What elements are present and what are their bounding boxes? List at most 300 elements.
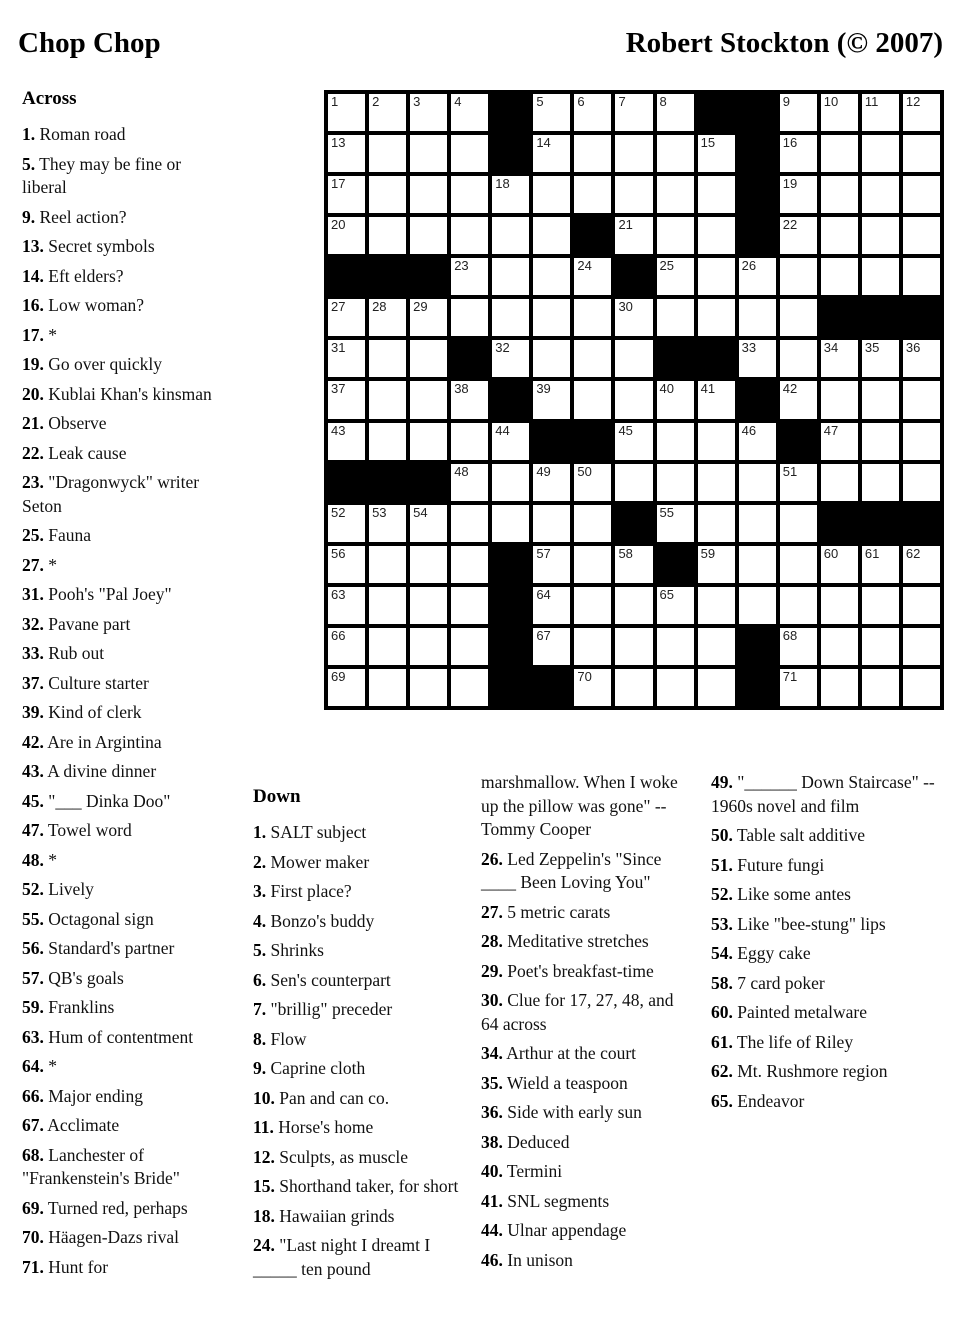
grid-cell[interactable] — [451, 299, 488, 336]
grid-cell[interactable] — [533, 176, 570, 213]
grid-cell[interactable] — [492, 299, 529, 336]
grid-cell[interactable] — [862, 381, 899, 418]
grid-cell[interactable] — [698, 628, 735, 665]
grid-cell[interactable] — [615, 94, 652, 131]
cell-number: 53 — [372, 504, 387, 520]
grid-cell[interactable] — [780, 464, 817, 501]
clue-item: 31. Pooh's "Pal Joey" — [22, 584, 172, 604]
grid-cell[interactable] — [615, 464, 652, 501]
clue-item: 40. Termini — [481, 1161, 563, 1181]
grid-cell[interactable] — [657, 587, 694, 624]
grid-cell[interactable] — [328, 546, 365, 583]
grid-cell[interactable] — [369, 94, 406, 131]
grid-cell[interactable] — [698, 299, 735, 336]
grid-cell[interactable] — [780, 340, 817, 377]
cell-number: 19 — [782, 176, 798, 192]
grid-cell[interactable] — [698, 381, 735, 418]
clue-item: 24. "Last night I dreamt I _____ ten pound — [253, 1235, 431, 1279]
grid-cell[interactable] — [328, 423, 365, 460]
cell-number: 62 — [905, 545, 921, 561]
clue-number: 60. — [711, 1002, 733, 1022]
cell-number: 61 — [864, 545, 880, 561]
clue-number: 27. — [22, 554, 44, 575]
clue-item: 38. Deduced — [481, 1131, 570, 1152]
clue-item: 65. Endeavor — [711, 1090, 805, 1111]
grid-cell[interactable] — [615, 423, 652, 460]
grid-cell[interactable] — [451, 381, 488, 418]
grid-cell[interactable] — [410, 94, 447, 131]
grid-cell[interactable] — [862, 423, 899, 460]
clue-item: 52. Like some antes — [711, 884, 851, 904]
grid-cell[interactable] — [574, 135, 611, 172]
grid-cell[interactable] — [574, 299, 611, 336]
grid-cell[interactable] — [574, 176, 611, 213]
grid-cell[interactable] — [780, 176, 817, 213]
grid-cell[interactable] — [410, 299, 447, 336]
cell-number: 43 — [331, 422, 346, 438]
down-header: Down — [253, 786, 301, 807]
grid-cell[interactable] — [410, 546, 447, 583]
grid-cell[interactable] — [328, 176, 365, 213]
grid-cell[interactable] — [657, 258, 694, 295]
clue-item: 33. Rub out — [22, 643, 105, 663]
clue-item: 45. "___ Dinka Doo" — [22, 790, 171, 811]
grid-cell[interactable] — [698, 505, 735, 542]
grid-cell[interactable] — [903, 587, 940, 624]
grid-cell[interactable] — [903, 669, 940, 706]
grid-cell[interactable] — [862, 546, 899, 583]
grid-cell[interactable] — [780, 135, 817, 172]
grid-cell[interactable] — [533, 587, 570, 624]
grid-cell[interactable] — [903, 135, 940, 172]
clue-number: 25. — [22, 525, 44, 545]
clue-item: 12. Sculpts, as muscle — [253, 1146, 409, 1167]
grid-cell[interactable] — [821, 381, 858, 418]
clue-item: 58. 7 card poker — [711, 972, 825, 993]
grid-cell[interactable] — [410, 669, 447, 706]
grid-cell[interactable] — [451, 135, 488, 172]
grid-cell[interactable] — [739, 505, 776, 542]
grid-cell[interactable] — [821, 176, 858, 213]
grid-cell[interactable] — [780, 628, 817, 665]
clue-item: 1. Roman road — [22, 124, 126, 144]
clue-number: 50. — [711, 825, 733, 845]
down-clues-list-2 — [481, 771, 695, 1272]
grid-cell[interactable] — [739, 546, 776, 583]
grid-cell[interactable] — [657, 217, 694, 254]
grid-cell[interactable] — [739, 340, 776, 377]
clue-number: 32. — [22, 613, 44, 634]
grid-cell[interactable] — [451, 628, 488, 665]
grid-cell[interactable] — [698, 546, 735, 583]
grid-cell[interactable] — [821, 340, 858, 377]
cell-number: 38 — [454, 381, 469, 397]
cell-number: 48 — [454, 463, 469, 479]
grid-cell[interactable] — [698, 587, 735, 624]
grid-cell[interactable] — [574, 546, 611, 583]
grid-cell[interactable] — [369, 381, 406, 418]
grid-cell[interactable] — [533, 505, 570, 542]
grid-cell[interactable] — [739, 587, 776, 624]
grid-cell[interactable] — [492, 176, 529, 213]
grid-cell[interactable] — [821, 669, 858, 706]
clue-item: 52. Lively — [22, 879, 94, 899]
grid-cell[interactable] — [574, 505, 611, 542]
grid-cell-black — [369, 464, 406, 501]
grid-cell[interactable] — [657, 381, 694, 418]
grid-cell[interactable] — [410, 587, 447, 624]
grid-cell-black — [574, 423, 611, 460]
grid-cell[interactable] — [780, 587, 817, 624]
grid-cell[interactable] — [492, 464, 529, 501]
grid-cell-black — [739, 628, 776, 665]
grid-cell[interactable] — [821, 628, 858, 665]
grid-cell[interactable] — [574, 381, 611, 418]
cell-number: 52 — [331, 504, 346, 520]
grid-cell[interactable] — [821, 546, 858, 583]
cell-number: 39 — [536, 381, 551, 397]
grid-cell[interactable] — [739, 299, 776, 336]
clue-item: 64. * — [22, 1056, 57, 1076]
clue-number: 58. — [711, 972, 733, 993]
clue-item: 42. Are in Argintina — [22, 731, 162, 752]
grid-cell[interactable] — [451, 423, 488, 460]
across-clues-column — [22, 88, 229, 1285]
grid-cell[interactable] — [410, 176, 447, 213]
clue-number: 69. — [22, 1197, 44, 1218]
clue-item: 71. Hunt for — [22, 1256, 109, 1277]
grid-cell[interactable] — [780, 381, 817, 418]
grid-cell[interactable] — [657, 94, 694, 131]
grid-cell[interactable] — [739, 258, 776, 295]
clue-number: 34. — [481, 1043, 503, 1063]
grid-cell-black — [739, 135, 776, 172]
clue-number: 14. — [22, 265, 44, 286]
clue-item: 46. In unison — [481, 1249, 573, 1270]
clue-item: 34. Arthur at the court — [481, 1043, 637, 1063]
grid-cell[interactable] — [369, 135, 406, 172]
grid-cell[interactable] — [821, 94, 858, 131]
grid-cell[interactable] — [780, 258, 817, 295]
clue-continuation: marshmallow. When I woke up the pillow was gone" -- Tommy Cooper — [481, 772, 678, 839]
grid-cell[interactable] — [698, 217, 735, 254]
grid-cell[interactable] — [492, 423, 529, 460]
clue-number: 46. — [481, 1249, 503, 1270]
grid-cell-black — [328, 258, 365, 295]
cell-number: 11 — [864, 94, 879, 109]
grid-cell[interactable] — [533, 94, 570, 131]
cell-number: 13 — [331, 135, 346, 151]
grid-cell[interactable] — [492, 217, 529, 254]
grid-cell[interactable] — [533, 628, 570, 665]
clue-number: 24. — [253, 1235, 275, 1255]
grid-cell[interactable] — [574, 94, 611, 131]
grid-cell[interactable] — [451, 669, 488, 706]
grid-cell-black — [615, 505, 652, 542]
grid-cell[interactable] — [451, 217, 488, 254]
grid-cell[interactable] — [903, 176, 940, 213]
clue-number: 19. — [22, 354, 44, 374]
grid-cell[interactable] — [451, 464, 488, 501]
grid-cell[interactable] — [410, 340, 447, 377]
grid-cell[interactable] — [903, 464, 940, 501]
grid-cell[interactable] — [821, 423, 858, 460]
clue-number: 21. — [22, 413, 44, 433]
cell-number: 21 — [618, 217, 633, 233]
grid-cell[interactable] — [410, 505, 447, 542]
grid-cell[interactable] — [698, 423, 735, 460]
clue-item: 41. SNL segments — [481, 1190, 610, 1211]
cell-number: 49 — [536, 463, 551, 479]
grid-cell[interactable] — [451, 94, 488, 131]
grid-cell[interactable] — [780, 299, 817, 336]
grid-cell[interactable] — [862, 176, 899, 213]
grid-cell[interactable] — [328, 340, 365, 377]
grid-cell[interactable] — [657, 176, 694, 213]
grid-cell[interactable] — [410, 423, 447, 460]
clue-item: 21. Observe — [22, 413, 107, 433]
grid-cell[interactable] — [903, 94, 940, 131]
clue-item: 14. Eft elders? — [22, 265, 124, 286]
clue-number: 5. — [253, 940, 267, 960]
grid-cell[interactable] — [615, 217, 652, 254]
clue-number: 40. — [481, 1161, 503, 1181]
grid-cell[interactable] — [328, 669, 365, 706]
grid-cell[interactable] — [780, 94, 817, 131]
grid-cell[interactable] — [369, 628, 406, 665]
clue-number: 36. — [481, 1102, 503, 1122]
grid-cell-black — [492, 546, 529, 583]
grid-cell[interactable] — [862, 464, 899, 501]
grid-cell[interactable] — [533, 217, 570, 254]
cell-number: 60 — [823, 545, 839, 561]
grid-cell[interactable] — [903, 381, 940, 418]
grid-cell-black — [492, 628, 529, 665]
grid-cell[interactable] — [657, 628, 694, 665]
grid-cell[interactable] — [903, 340, 940, 377]
clue-number: 65. — [711, 1090, 733, 1111]
grid-cell[interactable] — [862, 628, 899, 665]
grid-cell[interactable] — [328, 587, 365, 624]
grid-cell-black — [369, 258, 406, 295]
grid-cell[interactable] — [451, 176, 488, 213]
grid-cell[interactable] — [657, 669, 694, 706]
grid-cell[interactable] — [615, 176, 652, 213]
grid-cell[interactable] — [615, 587, 652, 624]
grid-cell[interactable] — [533, 135, 570, 172]
cell-number: 65 — [659, 586, 674, 602]
clue-number: 64. — [22, 1056, 44, 1076]
grid-cell-black — [410, 464, 447, 501]
clue-number: 7. — [253, 999, 267, 1019]
grid-cell[interactable] — [903, 628, 940, 665]
grid-cell-black — [533, 423, 570, 460]
grid-cell[interactable] — [615, 135, 652, 172]
grid-cell[interactable] — [328, 381, 365, 418]
grid-cell[interactable] — [698, 135, 735, 172]
grid-cell[interactable] — [533, 381, 570, 418]
grid-cell[interactable] — [369, 217, 406, 254]
clue-number: 13. — [22, 236, 44, 256]
grid-cell[interactable] — [574, 669, 611, 706]
grid-cell[interactable] — [739, 464, 776, 501]
grid-cell[interactable] — [369, 669, 406, 706]
grid-cell[interactable] — [615, 628, 652, 665]
clue-number: 11. — [253, 1117, 274, 1137]
grid-cell[interactable] — [451, 587, 488, 624]
grid-cell[interactable] — [410, 135, 447, 172]
grid-cell[interactable] — [328, 217, 365, 254]
clue-number: 51. — [711, 854, 733, 875]
clue-item: 25. Fauna — [22, 525, 92, 545]
clue-number: 18. — [253, 1205, 275, 1226]
grid-cell[interactable] — [328, 299, 365, 336]
grid-cell[interactable] — [821, 587, 858, 624]
grid-cell[interactable] — [533, 340, 570, 377]
grid-cell-black — [657, 546, 694, 583]
grid-cell[interactable] — [821, 217, 858, 254]
grid-cell[interactable] — [698, 669, 735, 706]
grid-cell[interactable] — [821, 135, 858, 172]
grid-cell-black — [739, 176, 776, 213]
down-clues-column-2 — [481, 771, 695, 1278]
grid-cell[interactable] — [615, 669, 652, 706]
grid-cell-black — [328, 464, 365, 501]
grid-cell[interactable] — [451, 505, 488, 542]
clue-number: 49. — [711, 772, 733, 792]
grid-cell[interactable] — [574, 340, 611, 377]
cell-number: 67 — [536, 627, 551, 643]
clue-number: 41. — [481, 1190, 503, 1211]
clue-item: 37. Culture starter — [22, 672, 149, 693]
grid-cell[interactable] — [862, 217, 899, 254]
grid-cell[interactable] — [451, 258, 488, 295]
grid-cell[interactable] — [862, 587, 899, 624]
grid-cell[interactable] — [657, 423, 694, 460]
grid-cell[interactable] — [615, 546, 652, 583]
grid-cell[interactable] — [903, 546, 940, 583]
grid-cell[interactable] — [492, 505, 529, 542]
grid-cell[interactable] — [574, 587, 611, 624]
clue-item: 47. Towel word — [22, 820, 132, 840]
grid-cell[interactable] — [862, 340, 899, 377]
grid-cell-black — [492, 381, 529, 418]
grid-cell[interactable] — [410, 217, 447, 254]
clue-item: 32. Pavane part — [22, 613, 131, 634]
grid-cell[interactable] — [780, 217, 817, 254]
clue-item: 9. Reel action? — [22, 206, 127, 227]
clue-item: 19. Go over quickly — [22, 354, 162, 374]
grid-cell[interactable] — [492, 340, 529, 377]
clue-item: 36. Side with early sun — [481, 1102, 642, 1122]
grid-cell[interactable] — [369, 546, 406, 583]
grid-cell[interactable] — [821, 258, 858, 295]
cell-number: 66 — [331, 627, 346, 643]
clue-item: 63. Hum of contentment — [22, 1026, 194, 1047]
grid-cell-black — [615, 258, 652, 295]
grid-cell[interactable] — [328, 94, 365, 131]
cell-number: 26 — [741, 258, 757, 274]
clue-number: 39. — [22, 702, 44, 722]
grid-cell[interactable] — [574, 628, 611, 665]
grid-cell[interactable] — [533, 546, 570, 583]
clue-item: 59. Franklins — [22, 997, 115, 1017]
cell-number: 44 — [495, 422, 510, 438]
clue-number: 56. — [22, 938, 44, 958]
grid-cell[interactable] — [780, 546, 817, 583]
grid-cell[interactable] — [903, 217, 940, 254]
cell-number: 41 — [700, 381, 716, 397]
grid-cell[interactable] — [862, 258, 899, 295]
grid-cell[interactable] — [369, 340, 406, 377]
grid-cell[interactable] — [574, 464, 611, 501]
grid-cell[interactable] — [657, 299, 694, 336]
grid-cell[interactable] — [369, 505, 406, 542]
grid-cell[interactable] — [574, 258, 611, 295]
grid-cell[interactable] — [369, 299, 406, 336]
clue-item: 17. * — [22, 324, 57, 345]
cell-number: 10 — [823, 94, 839, 109]
grid-cell[interactable] — [657, 135, 694, 172]
grid-cell[interactable] — [862, 135, 899, 172]
clue-item: 22. Leak cause — [22, 442, 127, 463]
clue-item: 23. "Dragonwyck" writer Seton — [22, 472, 200, 516]
clue-number: 42. — [22, 731, 44, 752]
grid-cell[interactable] — [780, 669, 817, 706]
grid-cell[interactable] — [698, 258, 735, 295]
grid-cell[interactable] — [492, 258, 529, 295]
grid-cell[interactable] — [615, 381, 652, 418]
grid-cell[interactable] — [369, 587, 406, 624]
grid-cell-black — [451, 340, 488, 377]
grid-cell[interactable] — [328, 135, 365, 172]
clue-item: 20. Kublai Khan's kinsman — [22, 383, 212, 404]
grid-cell[interactable] — [739, 423, 776, 460]
grid-cell[interactable] — [780, 505, 817, 542]
grid-cell-black — [903, 505, 940, 542]
grid-cell[interactable] — [328, 505, 365, 542]
grid-cell[interactable] — [821, 464, 858, 501]
clue-number: 17. — [22, 324, 44, 345]
grid-cell[interactable] — [533, 258, 570, 295]
grid-cell[interactable] — [451, 546, 488, 583]
grid-cell[interactable] — [698, 464, 735, 501]
grid-cell[interactable] — [369, 423, 406, 460]
clue-number: 2. — [253, 851, 267, 872]
grid-cell[interactable] — [328, 628, 365, 665]
clue-item: 70. Häagen-Dazs rival — [22, 1227, 179, 1247]
grid-cell[interactable] — [533, 299, 570, 336]
grid-cell[interactable] — [615, 340, 652, 377]
grid-cell[interactable] — [698, 176, 735, 213]
clue-item: 15. Shorthand taker, for short — [253, 1176, 459, 1196]
grid-cell[interactable] — [369, 176, 406, 213]
grid-cell[interactable] — [903, 258, 940, 295]
grid-cell[interactable] — [862, 94, 899, 131]
grid-cell[interactable] — [657, 464, 694, 501]
grid-cell[interactable] — [533, 464, 570, 501]
grid-cell[interactable] — [410, 628, 447, 665]
grid-cell[interactable] — [615, 299, 652, 336]
grid-cell[interactable] — [657, 505, 694, 542]
grid-cell[interactable] — [862, 669, 899, 706]
cell-number: 4 — [454, 94, 462, 109]
cell-number: 63 — [331, 586, 346, 602]
grid-cell[interactable] — [410, 381, 447, 418]
down-clues-column-1 — [253, 786, 460, 1287]
grid-cell[interactable] — [903, 423, 940, 460]
clue-number: 8. — [253, 1028, 267, 1049]
